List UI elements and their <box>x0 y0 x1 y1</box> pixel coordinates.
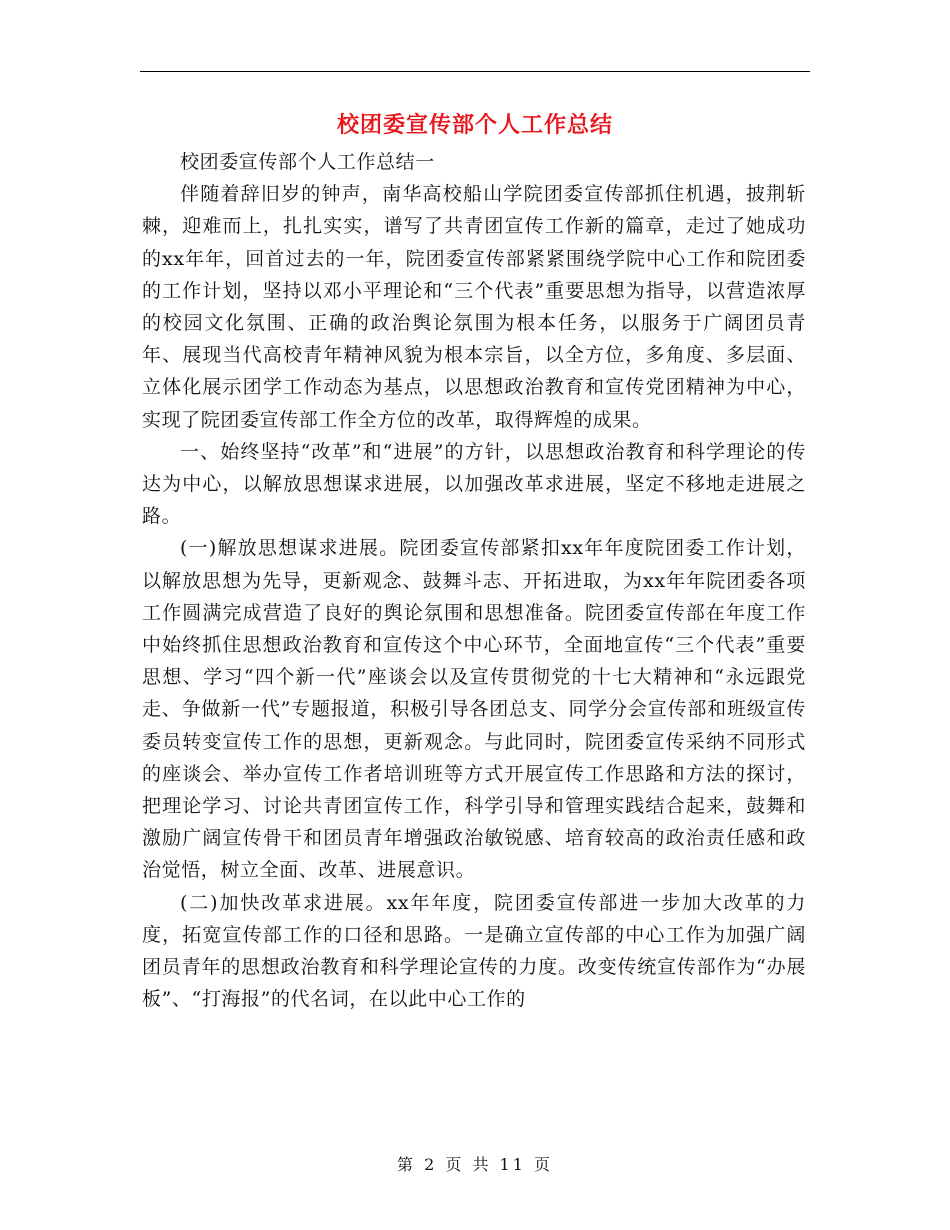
body-paragraph: (一)解放思想谋求进展。院团委宣传部紧扣xx年年度院团委工作计划，以解放思想为先导，更新观念、鼓舞斗志、开拓进取，为xx年年院团委各项工作圆满完成营造了良好的舆论氛围和思想准备。院团委宣传部在年度工作中始终抓住思想政治教育和宣传这个中心环节，全面地宣传“三个代表”重要思想、学习“四个新一代”座谈会以及宣传贯彻党的十七大精神和“永远跟党走、争做新一代”专题报道，积极引导各团总支、同学分会宣传部和班级宣传委员转变宣传工作的思想，更新观念。与此同时，院团委宣传采纳不同形式的座谈会、举办宣传工作者培训班等方式开展宣传工作思路和方法的探讨，把理论学习、讨论共青团宣传工作，科学引导和管理实践结合起来，鼓舞和激励广阔宣传骨干和团员青年增强政治敏锐感、培育较高的政治责任感和政治觉悟，树立全面、改革、进展意识。 <box>142 537 806 882</box>
body-paragraph: (二)加快改革求进展。xx年年度，院团委宣传部进一步加大改革的力度，拓宽宣传部工作的口径和思路。一是确立宣传部的中心工作为加强广阔团员青年的思想政治教育和科学理论宣传的力度。改变传统宣传部作为“办展板”、“打海报”的代名词，在以此中心工作的 <box>142 891 806 1011</box>
body-paragraph: 一、始终坚持“改革”和“进展”的方针，以思想政治教育和科学理论的传达为中心，以解放思想谋求进展，以加强改革求进展，坚定不移地走进展之路。 <box>142 440 806 528</box>
header-rule <box>140 71 810 72</box>
section-heading: 校团委宣传部个人工作总结一 <box>180 151 435 173</box>
document-title: 校团委宣传部个人工作总结 <box>336 112 613 138</box>
body-paragraph: 伴随着辞旧岁的钟声，南华高校船山学院团委宣传部抓住机遇，披荆斩棘，迎难而上，扎扎实实，谱写了共青团宣传工作新的篇章，走过了她成功的xx年年，回首过去的一年，院团委宣传部紧紧围绕学院中心工作和院团委的工作计划，坚持以邓小平理论和“三个代表”重要思想为指导，以营造浓厚的校园文化氛围、正确的政治舆论氛围为根本任务，以服务于广阔团员青年、展现当代高校青年精神风貌为根本宗旨，以全方位，多角度、多层面、立体化展示团学工作动态为基点，以思想政治教育和宣传党团精神为中心，实现了院团委宣传部工作全方位的改革，取得辉煌的成果。 <box>142 183 806 431</box>
page-number-footer: 第 2 页 共 11 页 <box>397 1155 553 1174</box>
document-body <box>142 146 806 1015</box>
